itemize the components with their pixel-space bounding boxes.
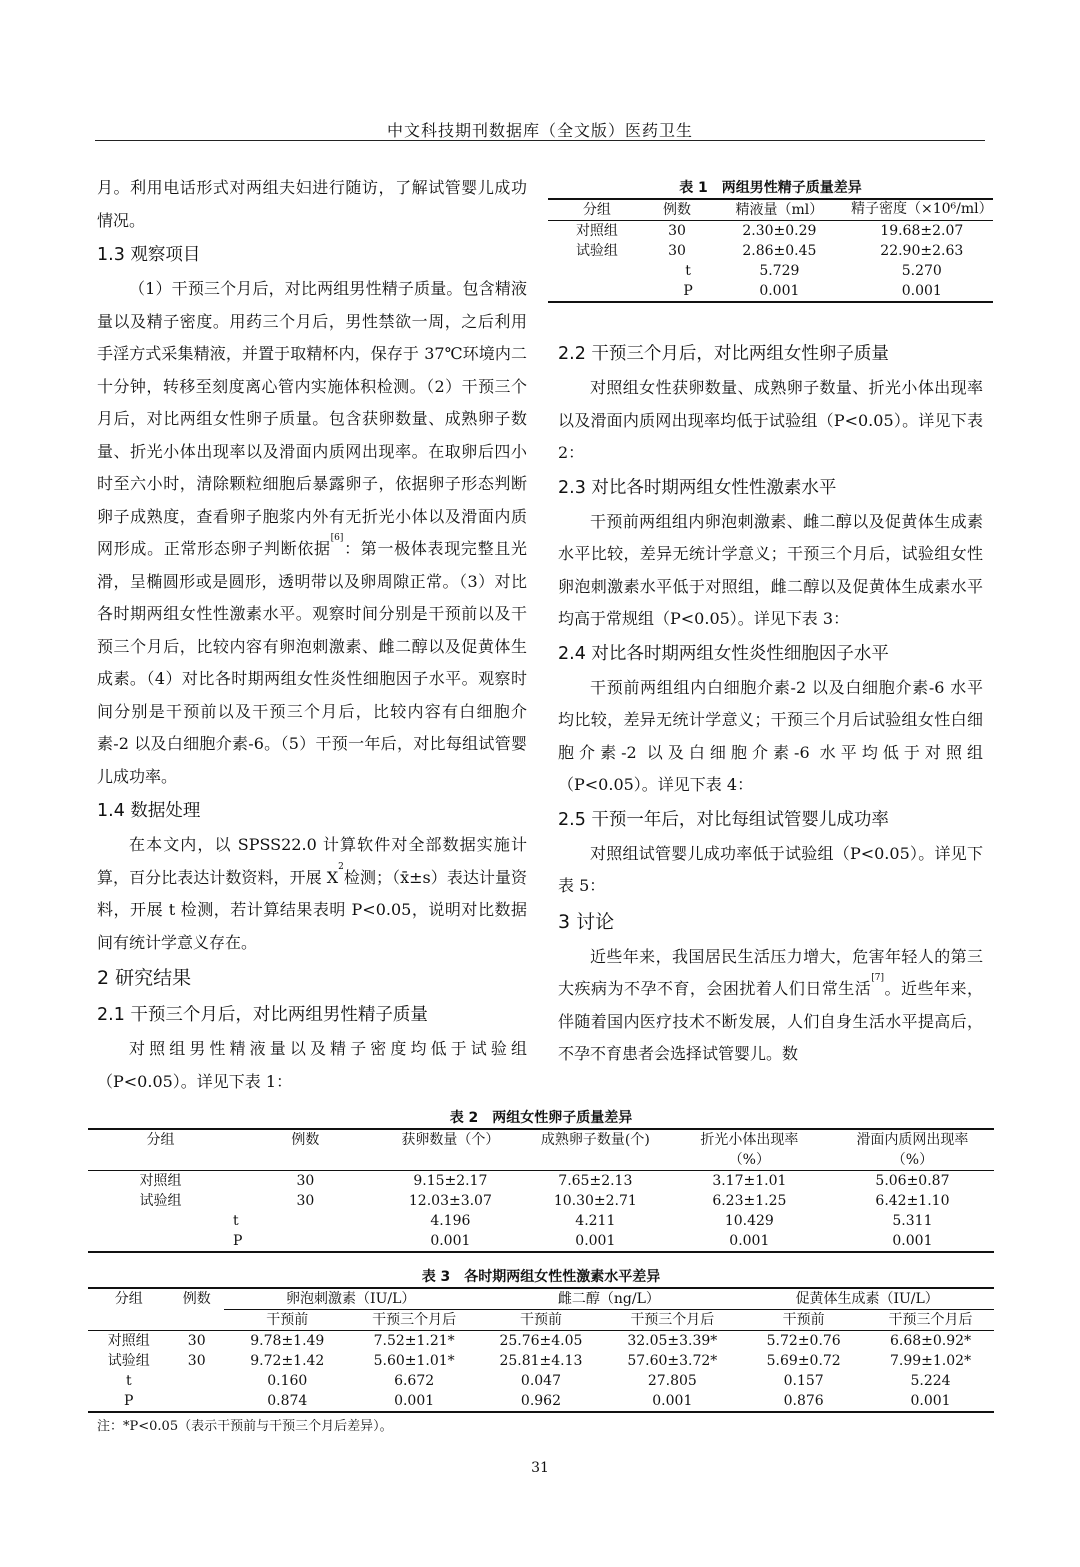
table-cell: 30 — [187, 1353, 206, 1369]
table-cell: P — [233, 1233, 243, 1249]
paragraph-1-4-text: 在本文内，以 SPSS22.0 计算软件对全部数据实施计算，百分比表达计数资料，开展 X — [97, 835, 527, 887]
table-1-caption: 表 1 两组男性精子质量差异 — [679, 180, 862, 196]
table-header-cell: 干预三个月后 — [630, 1312, 715, 1328]
table-cell: 4.211 — [575, 1213, 616, 1229]
table-cell: 0.001 — [910, 1393, 951, 1409]
heading-2-5: 2.5 干预一年后，对比每组试管婴儿成功率 — [558, 809, 889, 830]
heading-1-4: 1.4 数据处理 — [97, 801, 201, 821]
table-1-grid — [548, 198, 993, 303]
heading-2-4: 2.4 对比各时期两组女性炎性细胞因子水平 — [558, 643, 889, 664]
table-header-cell: 分组 — [582, 202, 611, 218]
table-cell: 5.60±1.01* — [373, 1353, 455, 1369]
table-cell: 30 — [668, 243, 686, 259]
table-cell: 5.311 — [892, 1213, 933, 1229]
table-cell: P — [683, 283, 693, 299]
table-cell: 2.30±0.29 — [742, 223, 817, 239]
table-cell: 6.23±1.25 — [712, 1193, 787, 1209]
table-cell: 10.429 — [724, 1213, 774, 1229]
table-cell: 5.69±0.72 — [766, 1353, 841, 1369]
table-header-cell: 干预前 — [782, 1312, 825, 1328]
table-3-caption: 表 3 各时期两组女性性激素水平差异 — [421, 1269, 661, 1285]
table-cell: 9.72±1.42 — [250, 1353, 325, 1369]
table-header-cell: 滑面内质网出现率（%） — [856, 1132, 969, 1168]
paragraph-1-4 — [97, 829, 527, 959]
heading-2-3: 2.3 对比各时期两组女性性激素水平 — [558, 477, 837, 498]
table-cell: P — [124, 1393, 134, 1409]
table-header-cell: 雌二醇（ng/L） — [478, 1288, 741, 1310]
citation-7: [7] — [871, 973, 885, 983]
table-cell: 30 — [296, 1193, 315, 1209]
table-header-cell: 卵泡刺激素（IU/L） — [224, 1288, 478, 1310]
paragraph-2-3: 干预前两组组内卵泡刺激素、雌二醇以及促黄体生成素水平比较，差异无统计学意义；干预三个月后，试验组女性卵泡刺激素水平低于对照组，雌二醇以及促黄体生成素水平均高于常规组（P<0.05）。详见下表 3： — [558, 511, 983, 628]
table-cell: 0.001 — [892, 1233, 933, 1249]
heading-2: 2 研究结果 — [97, 967, 192, 989]
table-3-note: 注：*P<0.05（表示干预前与干预三个月后差异）。 — [97, 1419, 393, 1434]
table-cell: t — [685, 263, 691, 279]
page-number: 31 — [531, 1460, 549, 1476]
paragraph-1-4-text-b: 检测；（x̄±s）表达计量资料，开展 t 检测，若计算结果表明 P<0.05，说明对比数据间有统计学意义存在。 — [97, 867, 527, 952]
table-cell: 9.78±1.49 — [250, 1333, 325, 1349]
table-1 — [548, 178, 993, 303]
table-cell: t — [125, 1373, 132, 1389]
table-header-cell: 成熟卵子数量(个) — [540, 1132, 650, 1148]
table-cell: 9.15±2.17 — [413, 1173, 488, 1189]
table-cell: 25.81±4.13 — [499, 1353, 583, 1369]
table-header-cell: 例数 — [663, 202, 692, 218]
table-2 — [88, 1108, 994, 1253]
right-column — [558, 336, 983, 1071]
paragraph-intro: 月。利用电话形式对两组夫妇进行随访，了解试管婴儿成功情况。 — [97, 178, 527, 230]
table-cell: 30 — [187, 1333, 206, 1349]
paragraph-2-2: 对照组女性获卵数量、成熟卵子数量、折光小体出现率以及滑面内质网出现率均低于试验组（P<0.05）。详见下表 2： — [558, 378, 983, 462]
heading-1-3: 1.3 观察项目 — [97, 245, 201, 265]
table-header-cell: 例数 — [182, 1291, 211, 1307]
table-cell: 对照组 — [139, 1173, 182, 1189]
table-cell: 0.962 — [520, 1393, 561, 1409]
table-header-cell: 干预三个月后 — [888, 1312, 973, 1328]
table-header-cell: 分组 — [114, 1291, 143, 1307]
heading-2-2: 2.2 干预三个月后，对比两组女性卵子质量 — [558, 344, 889, 364]
paragraph-1-3-text-b: ：第一极体表现完整且光滑，呈椭圆形或是圆形，透明带以及卵周隙正常。（3）对比各时期两组女性性激素水平。观察时间分别是干预前以及干预三个月后，比较内容有卵泡刺激素、雌二醇以及促黄体生成素。（4）对比各时期两组女性炎性细胞因子水平。观察时间分别是干预前以及干预三个月后，比较内容有白细胞介素-2 以及白细胞介素-6。（5）干预一年后，对比每组试管婴儿成功率。 — [97, 539, 527, 786]
table-cell: 10.30±2.71 — [553, 1193, 637, 1209]
table-header-cell: 例数 — [291, 1132, 320, 1148]
table-cell: 0.001 — [729, 1233, 770, 1249]
table-cell: 27.805 — [647, 1373, 697, 1389]
table-cell: 5.72±0.76 — [766, 1333, 841, 1349]
paragraph-1-3-text: （1）干预三个月后，对比两组男性精子质量。包含精液量以及精子密度。用药三个月后，男性禁欲一周，之后利用手淫方式采集精液，并置于取精杯内，保存于 37℃环境内二十分钟，转移至刻度离心管内实施体积检测。（2）干预三个月后，对比两组女性卵子质量。包含获卵数量、成熟卵子数量、折光小体出现率以及滑面内质网出现率。在取卵后四小时至六小时，清除颗粒细胞后暴露卵子，依据卵子形态判断卵子成熟度，查看卵子胞浆内外有无折光小体以及滑面内质网形成。正常形态卵子判断依据 — [97, 279, 527, 558]
table-header-cell: 折光小体出现率（%） — [700, 1132, 799, 1168]
table-header-cell: 分组 — [146, 1132, 175, 1148]
table-cell: 19.68±2.07 — [880, 223, 964, 239]
table-cell: 7.65±2.13 — [558, 1173, 633, 1189]
table-cell: 0.001 — [430, 1233, 471, 1249]
table-cell: 0.876 — [783, 1393, 824, 1409]
table-cell: 2.86±0.45 — [742, 243, 817, 259]
table-header-cell: 干预前 — [266, 1312, 309, 1328]
table-cell: 7.99±1.02* — [890, 1353, 972, 1369]
table-cell: 5.06±0.87 — [875, 1173, 950, 1189]
table-header-cell: 干预三个月后 — [372, 1312, 457, 1328]
table-cell: 3.17±1.01 — [712, 1173, 787, 1189]
table-cell: 6.42±1.10 — [875, 1193, 950, 1209]
paragraph-3-text: 近些年来，我国居民生活压力增大，危害年轻人的第三大疾病为不孕不育，会困扰着人们日常生活 — [558, 946, 983, 998]
table-header-cell: 促黄体生成素（IU/L） — [740, 1288, 994, 1310]
table-cell: 0.001 — [759, 283, 800, 299]
table-cell: 32.05±3.39* — [627, 1333, 718, 1349]
table-cell: 12.03±3.07 — [408, 1193, 492, 1209]
table-cell: 对照组 — [107, 1333, 150, 1349]
table-cell: 0.001 — [901, 283, 942, 299]
table-2-caption: 表 2 两组女性卵子质量差异 — [449, 1110, 633, 1126]
table-cell: 0.001 — [652, 1393, 693, 1409]
table-cell: 30 — [296, 1173, 315, 1189]
table-cell: 0.001 — [575, 1233, 616, 1249]
paragraph-1-3 — [97, 273, 527, 793]
table-cell: 6.672 — [394, 1373, 435, 1389]
table-cell: t — [233, 1213, 239, 1229]
table-3-grid — [88, 1287, 994, 1413]
table-cell: 57.60±3.72* — [627, 1353, 718, 1369]
paragraph-3-text-b: 。近些年来，伴随着国内医疗技术不断发展，人们自身生活水平提高后，不孕不育患者会选择试管婴儿。数 — [558, 979, 983, 1063]
header-rule — [95, 140, 985, 141]
table-cell: 5.270 — [901, 263, 942, 279]
table-cell: 6.68±0.92* — [890, 1333, 972, 1349]
table-cell: 22.90±2.63 — [880, 243, 964, 259]
table-cell: 试验组 — [107, 1353, 150, 1369]
table-cell — [170, 1391, 224, 1412]
paragraph-2-1: 对照组男性精液量以及精子密度均低于试验组（P<0.05）。详见下表 1： — [97, 1039, 527, 1091]
paragraph-3 — [558, 941, 983, 1071]
table-header-cell: 精液量（ml） — [735, 202, 824, 218]
table-cell: 4.196 — [430, 1213, 471, 1229]
table-3 — [88, 1267, 994, 1413]
table-cell: 试验组 — [575, 243, 618, 259]
table-cell: 25.76±4.05 — [499, 1333, 583, 1349]
heading-2-1: 2.1 干预三个月后，对比两组男性精子质量 — [97, 1005, 428, 1025]
table-header-cell: 干预前 — [519, 1312, 562, 1328]
left-column — [97, 172, 527, 1098]
table-cell: 试验组 — [139, 1193, 182, 1209]
table-cell: 5.729 — [759, 263, 800, 279]
table-cell — [170, 1371, 224, 1391]
superscript-2: 2 — [338, 861, 344, 872]
paragraph-2-5: 对照组试管婴儿成功率低于试验组（P<0.05）。详见下表 5： — [558, 843, 983, 895]
table-2-grid — [88, 1128, 994, 1253]
table-cell: 5.224 — [910, 1373, 951, 1389]
heading-3: 3 讨论 — [558, 910, 615, 933]
table-cell: 0.001 — [394, 1393, 435, 1409]
table-cell: 7.52±1.21* — [373, 1333, 455, 1349]
table-cell: 0.157 — [783, 1373, 824, 1389]
table-cell: 0.160 — [267, 1373, 308, 1389]
table-cell: 0.874 — [267, 1393, 308, 1409]
table-cell: 0.047 — [520, 1373, 561, 1389]
table-cell: 30 — [668, 223, 686, 239]
journal-header: 中文科技期刊数据库（全文版）医药卫生 — [386, 121, 693, 140]
table-cell: 对照组 — [575, 223, 618, 239]
citation-6: [6] — [330, 533, 344, 543]
paragraph-2-4: 干预前两组组内白细胞介素-2 以及白细胞介素-6 水平均比较，差异无统计学意义；干预三个月后试验组女性白细胞介素-2 以及白细胞介素-6 水平均低于对照组（P<0.05）。详见下表 4： — [558, 677, 983, 794]
table-header-cell: 获卵数量（个） — [401, 1132, 500, 1148]
table-header-cell: 精子密度（×10⁶/ml） — [850, 201, 993, 217]
